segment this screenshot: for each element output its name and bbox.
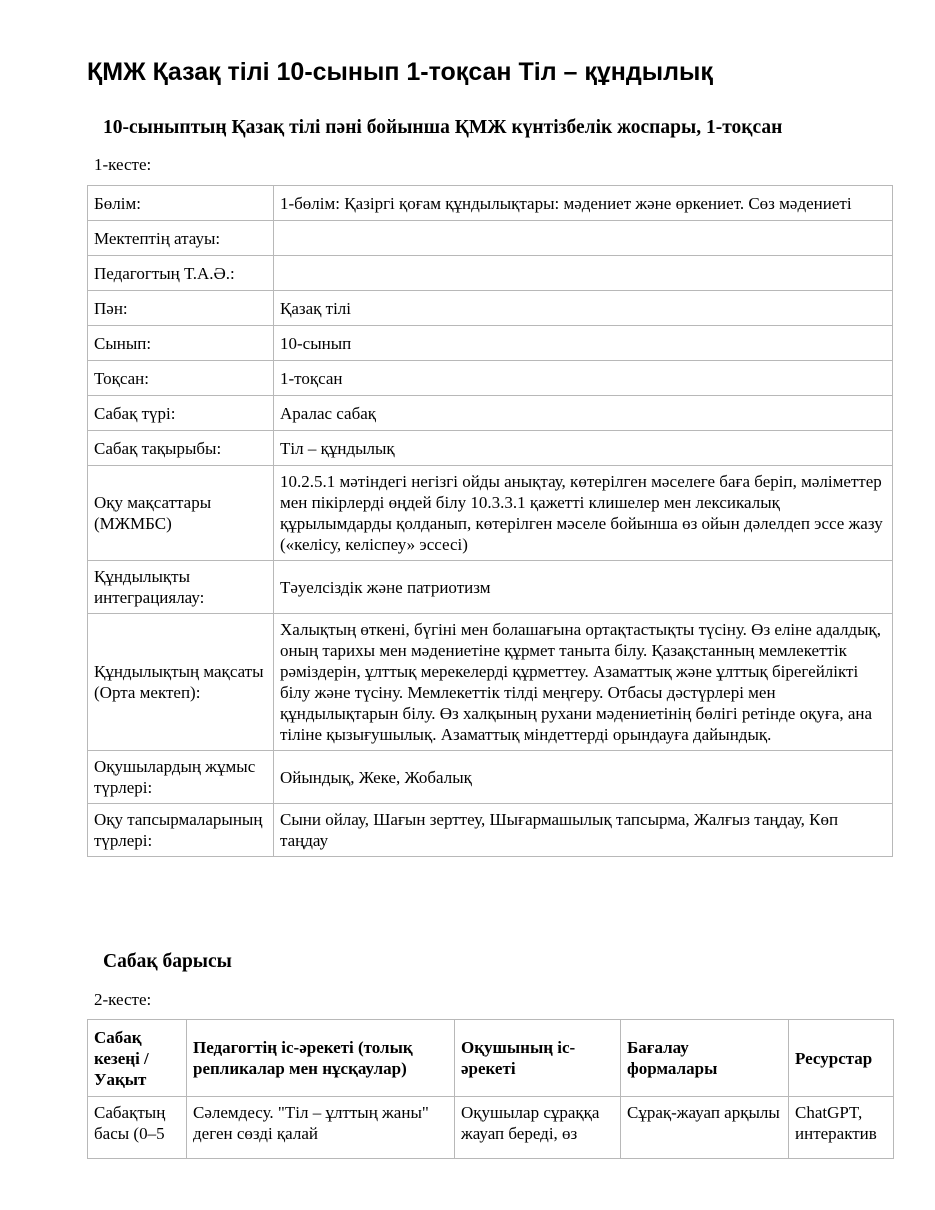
row-label: Сабақ тақырыбы: bbox=[88, 431, 274, 466]
row-value: 1-тоқсан bbox=[274, 361, 893, 396]
cell-text: ChatGPT, интерактив bbox=[795, 1103, 877, 1143]
row-label: Сынып: bbox=[88, 326, 274, 361]
table-cell bbox=[621, 1097, 789, 1159]
row-value bbox=[274, 221, 893, 256]
row-value: 10.2.5.1 мәтіндегі негізгі ойды анықтау, көтерілген мәселеге баға беріп, мәліметтер мен пікірлерді өңдей білу 10.3.3.1 қажетті клишелер мен лексикалық құрылымдарды қолданып, көтерілген мәселе бойынша өз ойын дәлелдеп эссе жазу («келісу, келіспеу» эссесі) bbox=[274, 466, 893, 561]
row-value: Халықтың өткені, бүгіні мен болашағына ортақтастықты түсіну. Өз еліне адалдық, оның тарихы мен мәдениетіне құрмет таныта білу. Қазақстанның мемлекеттік рәміздерін, ұлттық мерекелерді құрметтеу. Азаматтық және ұлттық бірегейлікті білу және түсіну. Мемлекеттік тілді меңгеру. Отбасы дәстүрлері мен құндылықтарын білу. Өз халқының рухани мәдениетінің бөлігі ретінде оқуға, ана тіліне қызығушылық. Азаматтық міндеттерді орындауға дайындық. bbox=[274, 614, 893, 751]
column-header: Бағалау формалары bbox=[621, 1020, 789, 1097]
table-row bbox=[88, 186, 893, 221]
table-row bbox=[88, 361, 893, 396]
cell-text: Сәлемдесу. "Тіл – ұлттың жаны" деген сөзді қалай bbox=[193, 1103, 429, 1143]
row-value bbox=[274, 256, 893, 291]
table-cell bbox=[187, 1097, 455, 1159]
table-row bbox=[88, 256, 893, 291]
cell-text: Оқушылар сұраққа жауап береді, өз bbox=[461, 1103, 600, 1143]
table-row bbox=[88, 326, 893, 361]
table-cell bbox=[789, 1097, 894, 1159]
table1-caption: 1-кесте: bbox=[94, 155, 152, 174]
row-value: Сыни ойлау, Шағын зерттеу, Шығармашылық тапсырма, Жалғыз таңдау, Көп таңдау bbox=[274, 804, 893, 857]
table-row bbox=[88, 431, 893, 466]
table-cell bbox=[88, 1097, 187, 1159]
table-row bbox=[88, 561, 893, 614]
row-label: Тоқсан: bbox=[88, 361, 274, 396]
table-row bbox=[88, 614, 893, 751]
row-label: Оқу тапсырмаларының түрлері: bbox=[88, 804, 274, 857]
table-row bbox=[88, 466, 893, 561]
column-header: Оқушының іс-әрекеті bbox=[455, 1020, 621, 1097]
row-value: Тіл – құндылық bbox=[274, 431, 893, 466]
table-row bbox=[88, 804, 893, 857]
column-header: Сабақ кезеңі / Уақыт bbox=[88, 1020, 187, 1097]
row-label: Құндылықтың мақсаты (Орта мектеп): bbox=[88, 614, 274, 751]
row-value: Аралас сабақ bbox=[274, 396, 893, 431]
lesson-info-table bbox=[87, 185, 893, 857]
table-row bbox=[88, 396, 893, 431]
table-cell bbox=[455, 1097, 621, 1159]
table-row bbox=[88, 751, 893, 804]
plan-heading: 10-сыныптың Қазақ тілі пәні бойынша ҚМЖ күнтізбелік жоспары, 1-тоқсан bbox=[103, 117, 783, 138]
row-label: Оқушылардың жұмыс түрлері: bbox=[88, 751, 274, 804]
row-value: Ойындық, Жеке, Жобалық bbox=[274, 751, 893, 804]
cell-text: Сұрақ-жауап арқылы bbox=[627, 1103, 780, 1122]
column-header: Педагогтің іс-әрекеті (толық репликалар мен нұсқаулар) bbox=[187, 1020, 455, 1097]
row-label: Сабақ түрі: bbox=[88, 396, 274, 431]
row-label: Педагогтың Т.А.Ә.: bbox=[88, 256, 274, 291]
cell-text: Сабақтың басы (0–5 bbox=[94, 1103, 166, 1143]
row-label: Құндылықты интеграциялау: bbox=[88, 561, 274, 614]
row-value: 1-бөлім: Қазіргі қоғам құндылықтары: мәдениет және өркениет. Сөз мәдениеті bbox=[274, 186, 893, 221]
table-row bbox=[88, 221, 893, 256]
row-value: Тәуелсіздік және патриотизм bbox=[274, 561, 893, 614]
row-label: Пән: bbox=[88, 291, 274, 326]
lesson-heading: Сабақ барысы bbox=[103, 951, 232, 972]
document-title: ҚМЖ Қазақ тілі 10-сынып 1-тоқсан Тіл – құндылық bbox=[87, 58, 713, 86]
row-label: Мектептің атауы: bbox=[88, 221, 274, 256]
row-value: 10-сынып bbox=[274, 326, 893, 361]
column-header: Ресурстар bbox=[789, 1020, 894, 1097]
table-row bbox=[88, 291, 893, 326]
row-value: Қазақ тілі bbox=[274, 291, 893, 326]
table2-caption: 2-кесте: bbox=[94, 990, 152, 1009]
row-label: Оқу мақсаттары (МЖМБС) bbox=[88, 466, 274, 561]
row-label: Бөлім: bbox=[88, 186, 274, 221]
lesson-flow-table bbox=[87, 1019, 894, 1159]
